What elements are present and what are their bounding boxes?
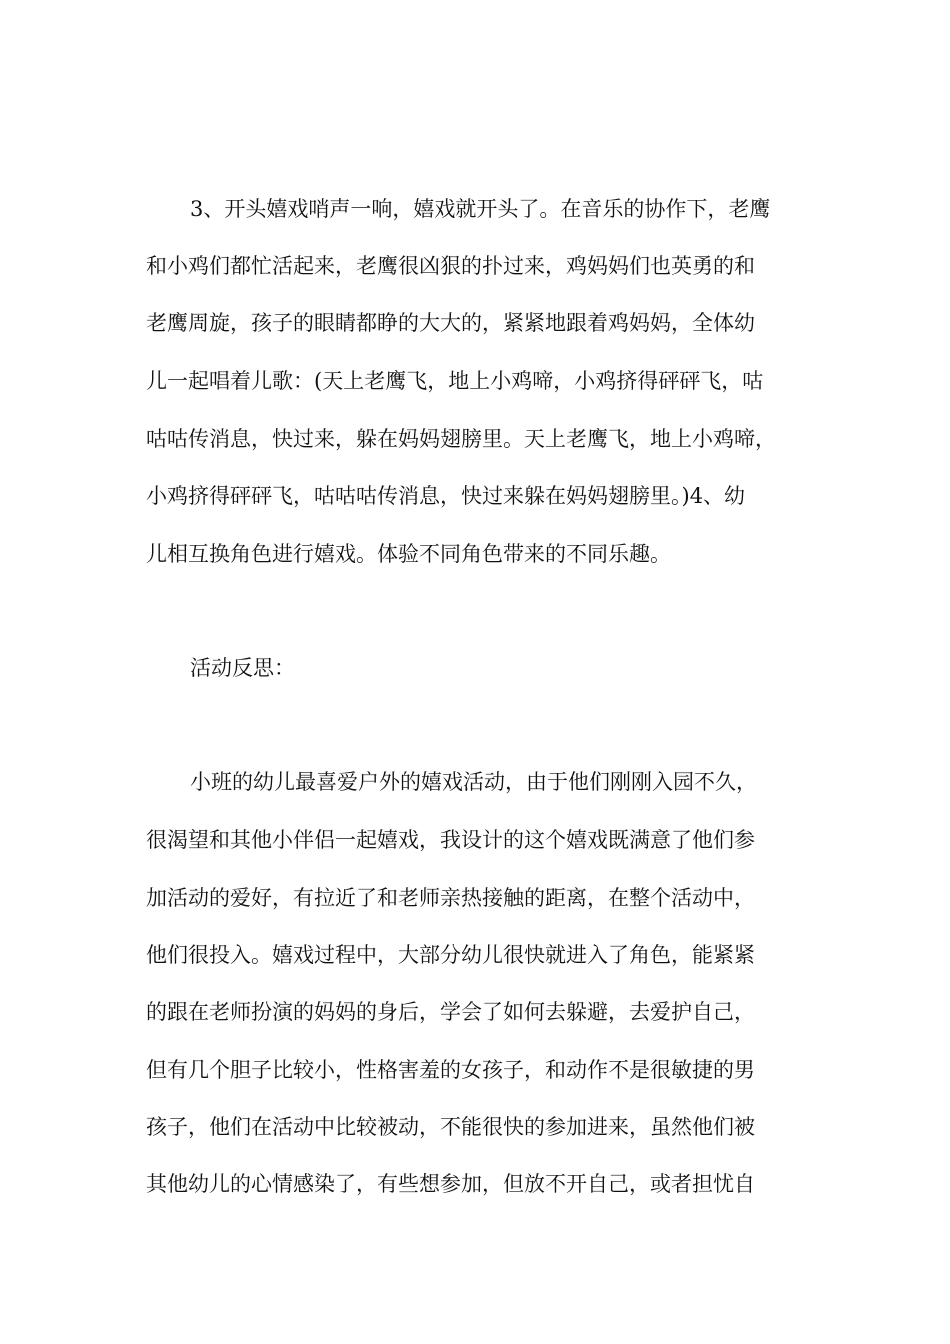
- paragraph-2-line-3: 加活动的爱好，有拉近了和老师亲热接触的距离，在整个活动中，: [146, 886, 755, 910]
- paragraph-2-line-6: 但有几个胆子比较小，性格害羞的女孩子，和动作不是很敏捷的男: [146, 1058, 755, 1082]
- paragraph-2-line-5: 的跟在老师扮演的妈妈的身后，学会了如何去躲避，去爱护自己，: [146, 1000, 755, 1024]
- paragraph-1-line-4: 儿一起唱着儿歌：(天上老鹰飞，地上小鸡啼，小鸡挤得砰砰飞，咕: [146, 369, 764, 393]
- paragraph-2-line-4: 他们很投入。嬉戏过程中，大部分幼儿很快就进入了角色，能紧紧: [146, 943, 755, 967]
- paragraph-2-line-7: 孩子，他们在活动中比较被动，不能很快的参加进来，虽然他们被: [146, 1115, 755, 1139]
- section-heading: 活动反思：: [190, 656, 295, 680]
- paragraph-2-line-8: 其他幼儿的心情感染了，有些想参加，但放不开自己，或者担忧自: [146, 1172, 755, 1196]
- paragraph-1-line-2: 和小鸡们都忙活起来，老鹰很凶狠的扑过来，鸡妈妈们也英勇的和: [146, 254, 755, 278]
- paragraph-2-line-1: 小班的幼儿最喜爱户外的嬉戏活动，由于他们刚刚入园不久，: [190, 770, 757, 794]
- paragraph-1-line-7: 儿相互换角色进行嬉戏。体验不同角色带来的不同乐趣。: [146, 542, 671, 566]
- paragraph-2-line-2: 很渴望和其他小伴侣一起嬉戏，我设计的这个嬉戏既满意了他们参: [146, 828, 755, 852]
- paragraph-1-line-5: 咕咕传消息，快过来，躲在妈妈翅膀里。天上老鹰飞，地上小鸡啼，: [146, 427, 776, 451]
- paragraph-1-line-3: 老鹰周旋，孩子的眼睛都睁的大大的，紧紧地跟着鸡妈妈，全体幼: [146, 311, 755, 335]
- paragraph-1-line-1: 3、开头嬉戏哨声一响，嬉戏就开头了。在音乐的协作下，老鹰: [190, 197, 771, 221]
- paragraph-1-line-6: 小鸡挤得砰砰飞，咕咕咕传消息，快过来躲在妈妈翅膀里。)4、幼: [146, 484, 746, 508]
